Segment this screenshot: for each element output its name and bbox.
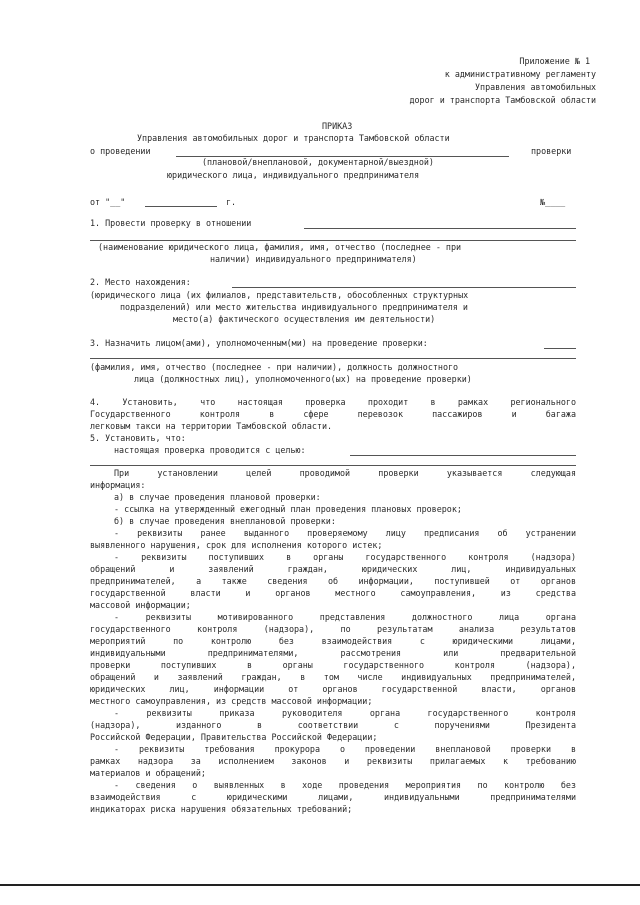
order-issuer: Управления автомобильных дорог и транспорта Тамбовской области bbox=[137, 133, 450, 143]
body-line: а) в случае проведения плановой проверки: bbox=[114, 492, 321, 502]
section-3-text: 3. Назначить лицом(ами), уполномоченным(ми) на проведение проверки: bbox=[90, 338, 428, 348]
section-1-field-b bbox=[90, 240, 576, 241]
section-3-field-a bbox=[544, 348, 576, 349]
section-5-field-a bbox=[350, 455, 576, 456]
body-line: государственной власти и органов местного самоуправления, из средства bbox=[90, 588, 576, 598]
order-about-prefix: о проведении bbox=[90, 146, 151, 156]
section-2-field bbox=[232, 287, 576, 288]
date-prefix: от "__" bbox=[90, 197, 126, 207]
body-line: информация: bbox=[90, 480, 146, 490]
body-line: (надзора), изданного в соответствии с поручениями Президента bbox=[90, 720, 576, 730]
section-1-field-a bbox=[304, 228, 576, 229]
section-2-hint-2: подразделений) или место жительства индивидуального предпринимателя и bbox=[120, 302, 468, 312]
body-line: обращений и заявлений граждан, юридических лиц, индивидуальных bbox=[90, 564, 576, 574]
order-subject: юридического лица, индивидуального предпринимателя bbox=[167, 170, 420, 180]
body-line: - реквизиты поступивших в органы государственного контроля (надзора) bbox=[114, 552, 576, 562]
body-line: обращений и заявлений граждан, в том числе индивидуальных предпринимателей, bbox=[90, 672, 576, 682]
section-3-hint-1: (фамилия, имя, отчество (последнее - при наличии), должность должностного bbox=[90, 362, 459, 372]
body-line: - реквизиты мотивированного представления должностного лица органа bbox=[114, 612, 576, 622]
date-field bbox=[145, 206, 217, 207]
appendix-number: Приложение № 1 bbox=[519, 56, 590, 66]
body-line: предпринимателей, а также сведения об информации, поступившей от органов bbox=[90, 576, 576, 586]
body-line: - реквизиты ранее выданного проверяемому лицу предписания об устранении bbox=[114, 528, 576, 538]
order-number: №____ bbox=[540, 197, 566, 207]
section-3-hint-2: лица (должностных лиц), уполномоченного(ых) на проведение проверки) bbox=[134, 374, 472, 384]
body-line: мероприятий по контролю без взаимодействия с юридическими лицами, bbox=[90, 636, 576, 646]
body-line: материалов и обращений; bbox=[90, 768, 206, 778]
body-line: - ссылка на утвержденный ежегодный план проведения плановых проверок; bbox=[114, 504, 462, 514]
appendix-regulation: к административному регламенту bbox=[444, 69, 596, 79]
body-line: - реквизиты требования прокурора о проведении внеплановой проверки в bbox=[114, 744, 576, 754]
body-line: индикаторах риска нарушения обязательных требований; bbox=[90, 804, 353, 814]
body-line: юридических лиц, информации от органов государственной власти, органов bbox=[90, 684, 576, 694]
section-3-field-b bbox=[90, 358, 576, 359]
body-line: б) в случае проведения внеплановой проверки: bbox=[114, 516, 336, 526]
page-bottom-divider bbox=[0, 884, 640, 886]
section-4-line-2: Государственного контроля в сфере перевозок пассажиров и багажа bbox=[90, 409, 576, 419]
body-line: массовой информации; bbox=[90, 600, 191, 610]
body-line: рамках надзора за исполнением законов и реквизиты прилагаемых к требованию bbox=[90, 756, 576, 766]
section-1-hint-1: (наименование юридического лица, фамилия, имя, отчество (последнее - при bbox=[98, 242, 462, 252]
section-5-field-b bbox=[90, 465, 576, 466]
body-line: индивидуальными предпринимателями, рассмотрения или предварительной bbox=[90, 648, 576, 658]
appendix-region: дорог и транспорта Тамбовской области bbox=[409, 95, 596, 105]
body-line: - реквизиты приказа руководителя органа государственного контроля bbox=[114, 708, 576, 718]
body-line: При установлении целей проводимой проверки указывается следующая bbox=[114, 468, 576, 478]
appendix-department: Управления автомобильных bbox=[474, 82, 596, 92]
section-4-line-1: 4. Установить, что настоящая проверка проходит в рамках регионального bbox=[90, 397, 576, 407]
section-2-hint-1: (юридического лица (их филиалов, представительств, обособленных структурных bbox=[90, 290, 469, 300]
section-2-hint-3: место(а) фактического осуществления им деятельности) bbox=[173, 314, 436, 324]
section-5-line-1: 5. Установить, что: bbox=[90, 433, 186, 443]
date-year: г. bbox=[226, 197, 237, 207]
body-line: государственного контроля (надзора), по результатам анализа результатов bbox=[90, 624, 576, 634]
body-line: Российской Федерации, Правительства Российской Федерации; bbox=[90, 732, 378, 742]
section-1-text: 1. Провести проверку в отношении bbox=[90, 218, 252, 228]
section-4-line-3: легковым такси на территории Тамбовской области. bbox=[90, 421, 333, 431]
body-line: местного самоуправления, из средств массовой информации; bbox=[90, 696, 373, 706]
section-2-text: 2. Место нахождения: bbox=[90, 277, 191, 287]
section-1-hint-2: наличии) индивидуального предпринимателя) bbox=[210, 254, 417, 264]
body-line: проверки поступивших в органы государственного контроля (надзора), bbox=[90, 660, 576, 670]
body-line: выявленного нарушения, срок для исполнения которого истек; bbox=[90, 540, 383, 550]
order-title: ПРИКАЗ bbox=[322, 121, 353, 131]
section-5-line-2: настоящая проверка проводится с целью: bbox=[114, 445, 306, 455]
order-about-suffix: проверки bbox=[531, 146, 572, 156]
inspection-type-hint: (плановой/внеплановой, документарной/выездной) bbox=[202, 157, 434, 167]
body-line: - сведения о выявленных в ходе проведения мероприятия по контролю без bbox=[114, 780, 576, 790]
body-line: взаимодействия с юридическими лицами, индивидуальными предпринимателями bbox=[90, 792, 576, 802]
